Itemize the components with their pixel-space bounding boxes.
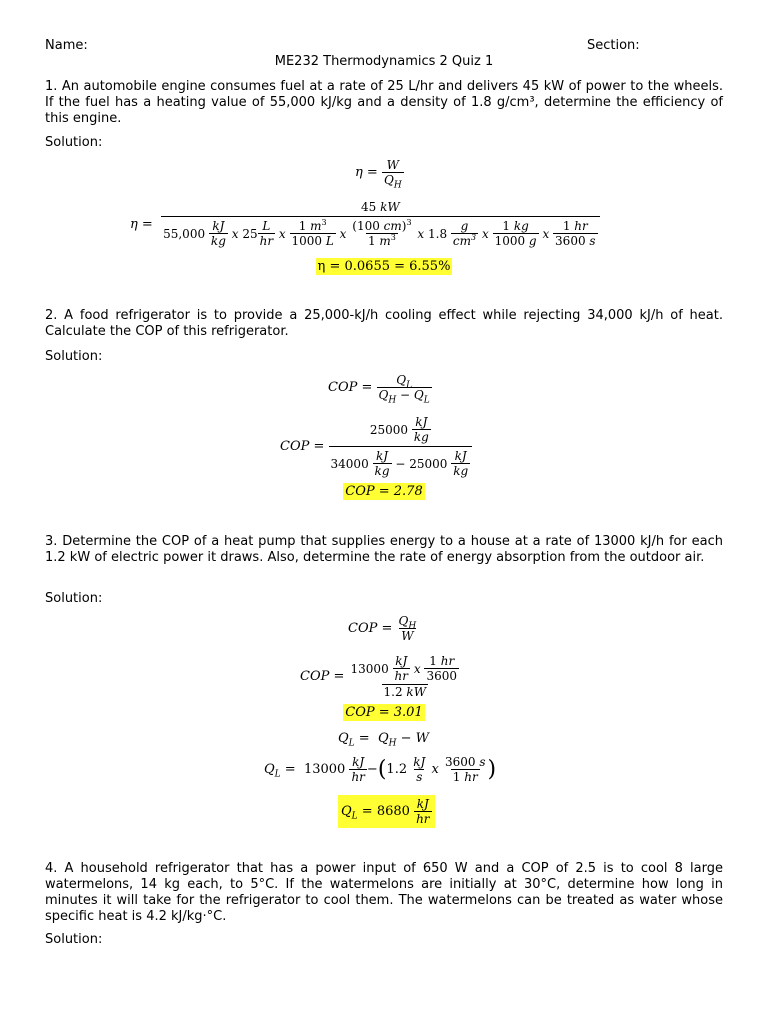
problem-3-text: 3. Determine the COP of a heat pump that supplies energy to a house at a rate of 13000 kJ/h for each 1.2 kW of electric power it draws. Also, determine the rate of energy absorption from the outdoor air. (45, 534, 723, 565)
p1-result: η = 0.0655 = 6.55% (317, 259, 451, 274)
p2-result: COP = 2.78 (345, 484, 423, 499)
p3-cop-formula: COP = $\frac{Q_H}{W}$ (348, 614, 417, 643)
page-title: ME232 Thermodynamics 2 Quiz 1 (274, 54, 494, 69)
name-label: Name: (45, 38, 88, 53)
p3-ql-calculation: $Q_L$ = 13000 $\frac{kJ}{hr}$ − ( 1.2 $\frac{kJ}{s}$ x $\frac{3600 s}{1 hr}$ ) (264, 755, 497, 784)
problem-1-text: 1. An automobile engine consumes fuel at a rate of 25 L/hr and delivers 45 kW of power to the wheels. If the fuel has a heating value of 55,000 kJ/kg and a density of 1.8 g/cm³, determine the efficiency of this engine. (45, 79, 723, 126)
p2-cop-calculation: COP = 25000 $\frac{kJ}{kg}$ 34000 $\frac{kJ}{kg}$ − 25000 $\frac{kJ}{kg}$ (280, 415, 472, 478)
p2-cop-formula: COP = $\frac{Q_L}{Q_H - Q_L}$ (328, 373, 430, 406)
section-label: Section: (587, 38, 640, 53)
problem-2-text: 2. A food refrigerator is to provide a 25,000-kJ/h cooling effect while rejecting 34,000 kJ/h of heat. Calculate the COP of this refrigerator. (45, 308, 723, 339)
problem-4-text: 4. A household refrigerator that has a power input of 650 W and a COP of 2.5 is to cool 8 large watermelons, 14 kg each, to 5°C. If the watermelons are initially at 30°C, determine how long in minutes it will take for the refrigerator to cool them. The watermelons can be treated as water whose specific heat is 4.2 kJ/kg·°C. (45, 861, 723, 924)
problem-3-solution-label: Solution: (45, 591, 103, 606)
p3-cop-calculation: COP = 13000 $\frac{kJ}{hr}$ x $\frac{1 hr}{3600}$ 1.2 kW (300, 654, 457, 699)
p3-ql-formula: $Q_L$ = $Q_H$ − W (338, 731, 430, 749)
problem-2-solution-label: Solution: (45, 349, 103, 364)
p1-efficiency-calculation: η = 45 kW 55,000 $\frac{kJ}{kg}$ x 25 $\frac{L}{hr}$ x $\frac{1 m^3}{1000 L}$ x $\frac{(100 cm)^3}{1 m^3}$ x 1.8 $\frac{g}{cm^3}$ x $\frac{1 kg}{1000 g}$ x $\frac{1 hr}{3600 s}$ (130, 200, 600, 248)
p3-result-cop: COP = 3.01 (345, 705, 423, 720)
p1-efficiency-formula: η = $\frac{W}{Q_H}$ (355, 158, 402, 191)
problem-4-solution-label: Solution: (45, 932, 103, 947)
p3-result-ql: $Q_L$ = 8680 $\frac{kJ}{hr}$ (338, 795, 435, 828)
problem-1-solution-label: Solution: (45, 135, 103, 150)
